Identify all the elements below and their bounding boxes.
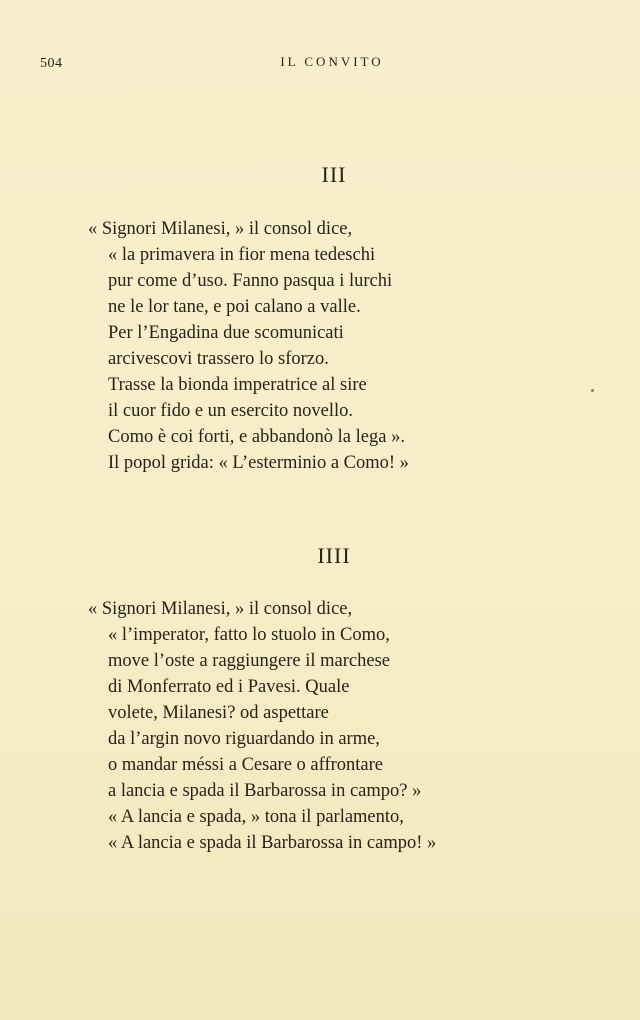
verse-line: move l’oste a raggiungere il marchese	[108, 651, 391, 671]
verse-line: « Signori Milanesi, » il consol dice,	[88, 219, 353, 239]
stanza-iiii	[88, 596, 436, 856]
verse-line: a lancia e spada il Barbarossa in campo? »	[108, 781, 422, 801]
page-number: 504	[40, 56, 63, 71]
section-title-iiii: IIII	[317, 543, 351, 568]
verse-line: « A lancia e spada, » tona il parlamento,	[108, 807, 404, 827]
verse-line: Como è coi forti, e abbandonò la lega ».	[108, 427, 405, 447]
verse-line: Per l’Engadina due scomunicati	[108, 323, 344, 343]
verse-line: « A lancia e spada il Barbarossa in campo! »	[108, 833, 437, 853]
verse-line: « l’imperator, fatto lo stuolo in Como,	[108, 625, 390, 645]
verse-line: o mandar méssi a Cesare o affrontare	[108, 755, 383, 775]
verse-line: pur come d’uso. Fanno pasqua i lurchi	[108, 271, 393, 291]
verse-line: arcivescovi trassero lo sforzo.	[108, 349, 329, 369]
paper-speck	[591, 389, 594, 392]
section-title-iii: III	[321, 162, 347, 187]
verse-line: « Signori Milanesi, » il consol dice,	[88, 599, 353, 619]
verse-line: Trasse la bionda imperatrice al sire	[108, 375, 367, 395]
verse-line: il cuor fido e un esercito novello.	[108, 401, 354, 421]
verse-line: di Monferrato ed i Pavesi. Quale	[108, 677, 350, 697]
stanza-iii	[88, 216, 409, 476]
verse-line: da l’argin novo riguardando in arme,	[108, 729, 380, 749]
verse-line: « la primavera in fior mena tedeschi	[108, 245, 376, 265]
verse-line: ne le lor tane, e poi calano a valle.	[108, 297, 361, 317]
verse-line: volete, Milanesi? od aspettare	[108, 703, 329, 723]
verse-line: Il popol grida: « L’esterminio a Como! »	[108, 453, 409, 473]
running-head: IL CONVITO	[280, 54, 384, 69]
